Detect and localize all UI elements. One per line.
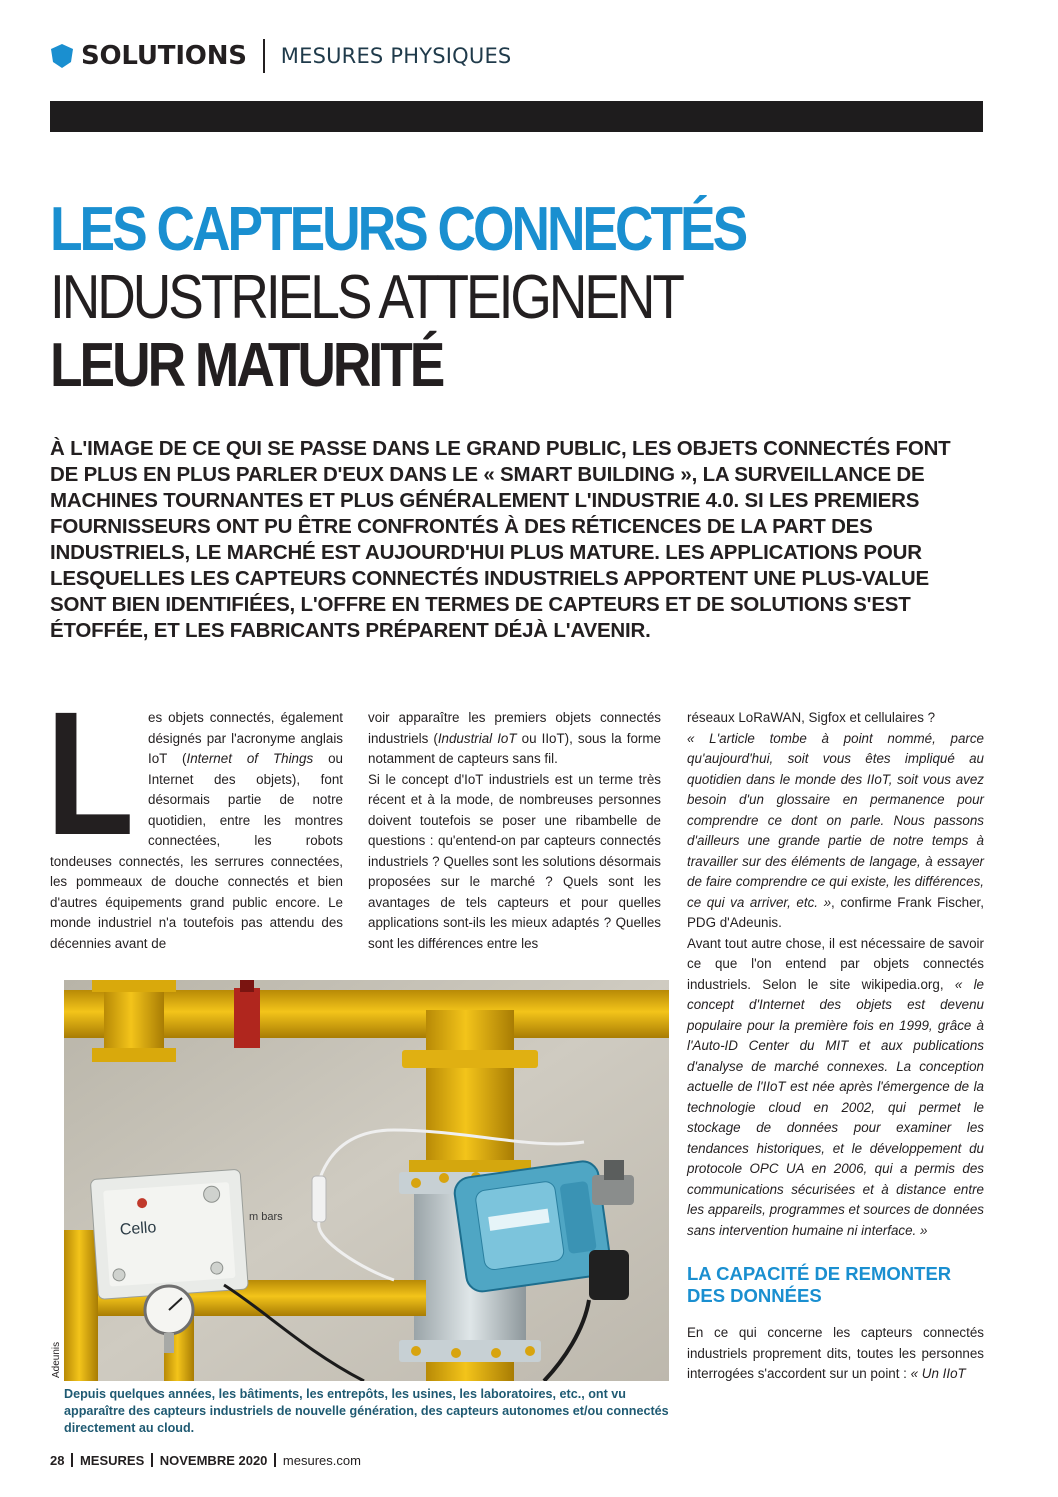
title-line-1: LES CAPTEURS CONNECTÉS <box>50 195 746 264</box>
article-lead: À L'IMAGE DE CE QUI SE PASSE DANS LE GRAND PUBLIC, LES OBJETS CONNECTÉS FONT DE PLUS EN PLUS PARLER D'EUX DANS LE « SMART BUILDING », LA SURVEILLANCE DE MACHINES TOURNANTES ET PLUS GÉNÉRALEMENT L'INDUSTRIE 4.0. SI LES PREMIERS FOURNISSEURS ONT PU ÊTRE CONFRONTÉS À DES RÉTICENCES DE LA PART DES INDUSTRIELS, LE MARCHÉ EST AUJOURD'HUI PLUS MATURE. LES APPLICATIONS POUR LESQUELLES LES CAPTEURS CONNECTÉS INDUSTRIELS APPORTENT UNE PLUS-VALUE SONT BIEN IDENTIFIÉES, L'OFFRE EN TERMES DE CAPTEURS ET DE SOLUTIONS S'EST ÉTOFFÉE, ET LES FABRICANTS PRÉPARENT DÉJÀ L'AVENIR. <box>50 437 951 642</box>
photo-caption: Depuis quelques années, les bâtiments, les entrepôts, les usines, les laboratoires, etc., ont vu apparaître des capteurs industriels de nouvelle génération, des capteurs autonomes et/ou connectés directement au cloud. <box>64 1387 669 1435</box>
paragraph: Si le concept d'IoT industriels est un terme très récent et à la mode, de nombreuses personnes doivent toutefois se poser une ribambelle de questions : qu'entend-on par capteurs connectés industriels ? Quelles sont les solutions désormais proposées sur le marché ? Quels sont les avantages de tels capteurs et pour quelles applications sont-ils les mieux adaptés ? Quelles sont les différences entre les <box>368 771 661 951</box>
drop-cap: L <box>46 676 135 872</box>
paragraph: réseaux LoRaWAN, Sigfox et cellulaires ? <box>687 710 936 725</box>
page-footer <box>50 1450 361 1470</box>
footer-divider <box>274 1453 276 1467</box>
issue-date: NOVEMBRE 2020 <box>159 1452 268 1468</box>
title-line-2: INDUSTRIELS ATTEIGNENT <box>50 263 682 332</box>
page-header <box>50 38 511 74</box>
sensor-installation-illustration <box>64 980 669 1381</box>
meter-label: m bars <box>249 1211 283 1223</box>
section-subheading: LA CAPACITÉ DE REMONTER DES DONNÉES <box>687 1263 952 1306</box>
website-link[interactable]: mesures.com <box>282 1452 361 1468</box>
title-line-3: LEUR MATURITÉ <box>50 331 443 400</box>
footer-divider <box>151 1453 153 1467</box>
paragraph: Avant tout autre chose, il est nécessaire de savoir ce que l'on entend par objets connectés industriels. Selon le site wikipedia.org, « le concept d'Internet des objets est devenu populaire pour la première fois en 1999, grâce à l'Auto-ID Center du MIT et aux publications d'analyse de marché connexes. La conception actuelle de l'IIoT est née après l'émergence de la technologie cloud en 2002, qui permet le stockage de données pour examiner les tendances historiques, et le développement du protocole OPC UA en 2006, qui a permis des communications sécurisées et à distance entre les appareils, programmes et sources de données sans intervention humaine ni interface. » <box>687 935 984 1238</box>
body-column-1 <box>46 676 343 954</box>
magazine-name: MESURES <box>79 1452 145 1468</box>
article-photo <box>64 980 669 1381</box>
header-bar <box>50 101 983 132</box>
section-name: SOLUTIONS <box>81 41 247 71</box>
footer-divider <box>71 1453 73 1467</box>
page-number: 28 <box>50 1452 65 1468</box>
paragraph: En ce qui concerne les capteurs connectés industriels proprement dits, toutes les personnes interrogées s'accordent sur un point : « Un IIoT <box>687 1325 984 1381</box>
rubric-name: MESURES PHYSIQUES <box>280 44 512 68</box>
photo-credit: Adeunis <box>51 1341 62 1378</box>
shield-icon <box>50 43 74 69</box>
paragraph: « L'article tombe à point nommé, parce qu'aujourd'hui, soit vous êtes impliqué au quotidien dans le monde des IIoT, soit vous avez besoin d'un glossaire en permanence pour comprendre ce dont on parle. Nous passons d'ailleurs une grande partie de notre temps à travailler sur des éléments de langage, à essayer de faire comprendre ce qui existe, les différences, ce qui va arriver, etc. », confirme Frank Fischer, PDG d'Adeunis. <box>687 730 984 930</box>
article-title <box>50 196 858 400</box>
body-column-3 <box>687 708 984 1385</box>
paragraph: es objets connectés, également désignés par l'acronyme anglais IoT (Internet of Things ou Internet des objets), font désormais partie de notre quotidien, entre les montres connectées, les robots tondeuses connectés, les serrures connectées, les pommeaux de douche connectés et bien d'autres équipements grand public encore. Le monde industriel n'a toutefois pas attendu des décennies avant de <box>50 710 343 951</box>
header-divider <box>263 39 265 73</box>
paragraph: voir apparaître les premiers objets connectés industriels (Industrial IoT ou IIoT), sous la forme notamment de capteurs sans fil. <box>368 710 661 766</box>
device-brand-label: Cello <box>119 1219 157 1239</box>
body-column-2 <box>368 708 661 954</box>
